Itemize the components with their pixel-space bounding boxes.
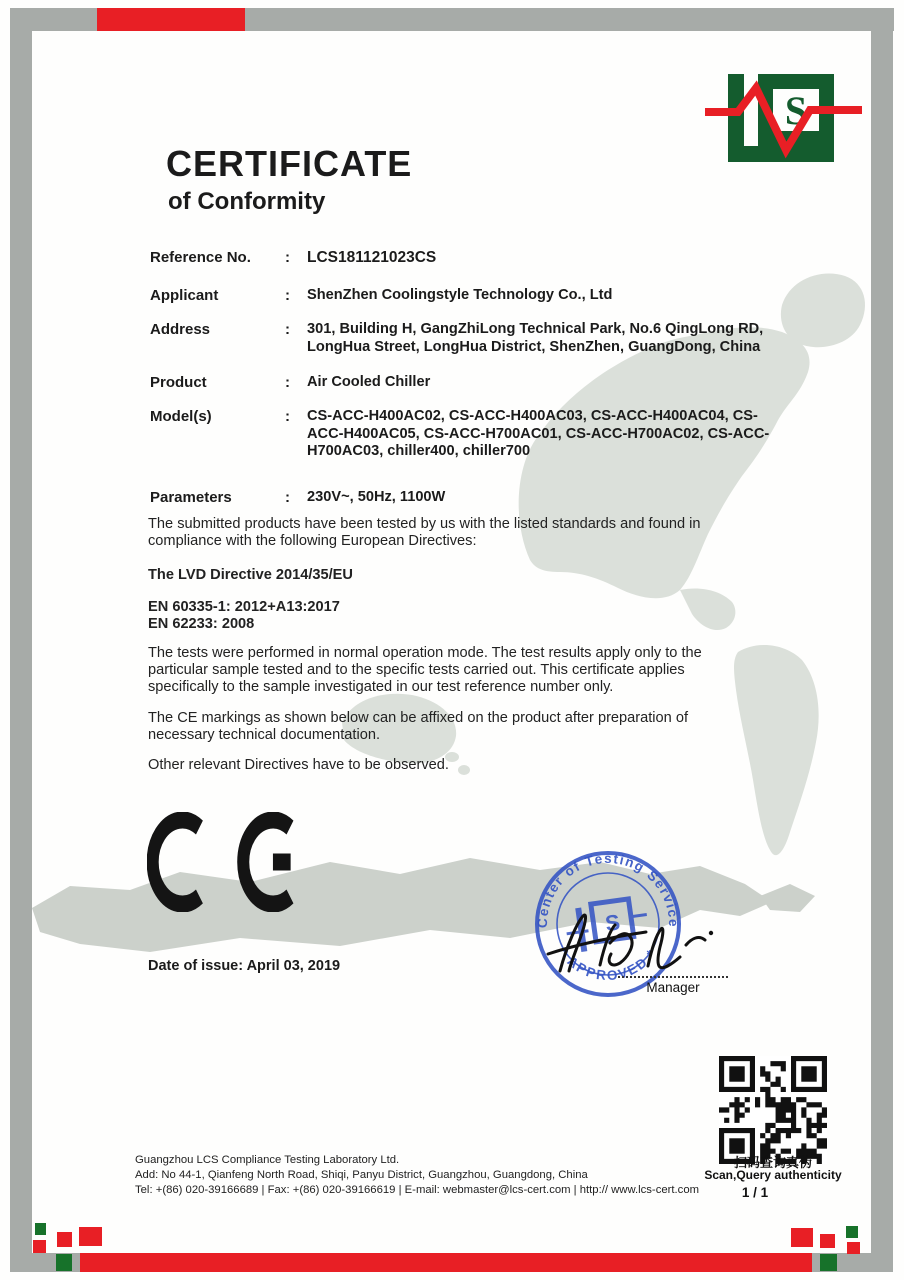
field-row-reference — [150, 249, 790, 267]
red-square — [57, 1232, 72, 1247]
green-square — [56, 1254, 72, 1271]
certificate-title: CERTIFICATE — [166, 143, 413, 184]
field-value: LCS181121023CS — [307, 249, 437, 266]
stamp-arc-bottom-text: * APPROVED * — [556, 945, 660, 984]
frame-top-red-segment — [97, 8, 245, 31]
qr-finder-top-right — [791, 1056, 827, 1092]
red-square — [791, 1228, 813, 1247]
field-colon: : — [285, 489, 290, 506]
frame-right-gray — [871, 8, 893, 1270]
red-square — [33, 1240, 46, 1253]
field-label: Address — [150, 321, 211, 338]
footer-company: Guangzhou LCS Compliance Testing Laboratory Ltd. — [135, 1154, 400, 1166]
green-square — [35, 1223, 46, 1235]
field-row-applicant — [150, 287, 790, 305]
field-colon: : — [285, 249, 290, 266]
field-row-models — [150, 408, 790, 461]
date-of-issue: Date of issue: April 03, 2019 — [148, 958, 341, 974]
field-row-address — [150, 321, 790, 356]
field-label: Applicant — [150, 287, 219, 304]
stamp-center-letter: S — [603, 909, 622, 937]
field-label: Product — [150, 374, 207, 391]
field-value: ShenZhen Coolingstyle Technology Co., Ltd — [307, 287, 613, 303]
field-colon: : — [285, 408, 290, 425]
field-label: Model(s) — [150, 408, 212, 425]
standard-line: EN 60335-1: 2012+A13:2017 — [148, 599, 340, 615]
directive-line: The LVD Directive 2014/35/EU — [148, 567, 353, 583]
tests-paragraph: The tests were performed in normal operation mode. The test results apply only to the particular sample tested and to the specific tests carried out. This certificate applies specifically to the sample investigated in our test reference number only. — [148, 645, 702, 695]
certificate-subtitle: of Conformity — [168, 188, 326, 215]
field-value: 301, Building H, GangZhiLong Technical Park, No.6 QingLong RD, LongHua Street, LongHua District, ShenZhen, GuangDong, China — [307, 321, 764, 355]
red-square — [820, 1234, 835, 1248]
red-square — [79, 1227, 102, 1246]
field-row-parameters — [150, 489, 790, 507]
manager-title: Manager — [618, 976, 728, 995]
standard-line: EN 62233: 2008 — [148, 616, 255, 632]
field-colon: : — [285, 374, 290, 391]
field-label: Reference No. — [150, 249, 251, 266]
stamp-arc-top-text: Center of Testing Service — [534, 850, 682, 929]
qr-code — [719, 1056, 827, 1164]
lcs-logo — [700, 60, 870, 180]
field-label: Parameters — [150, 489, 232, 506]
footer-contacts: Tel: +(86) 020-39166689 | Fax: +(86) 020-39166619 | E-mail: webmaster@lcs-cert.com | http:// www.lcs-cert.com — [135, 1184, 700, 1196]
field-row-product — [150, 374, 790, 392]
frame-bottom-red — [80, 1253, 812, 1272]
qr-caption-zh: 扫码查询真伪 — [733, 1155, 812, 1170]
footer-address: Add: No 44-1, Qianfeng North Road, Shiqi, Panyu District, Guangzhou, Guangdong, China — [135, 1169, 588, 1181]
field-colon: : — [285, 321, 290, 338]
other-directives-paragraph: Other relevant Directives have to be observed. — [148, 757, 449, 773]
field-value: Air Cooled Chiller — [307, 374, 431, 390]
green-square — [846, 1226, 858, 1238]
ce-mark — [147, 812, 297, 912]
field-value: CS-ACC-H400AC02, CS-ACC-H400AC03, CS-ACC-H400AC04, CS-ACC-H400AC05, CS-ACC-H700AC01, CS-ACC-H700AC02, CS-ACC-H700AC03, chiller400, chiller700 — [307, 408, 770, 459]
intro-paragraph: The submitted products have been tested by us with the listed standards and found in compliance with the following European Directives: — [148, 516, 701, 549]
frame-left-gray — [10, 8, 32, 1272]
green-square — [820, 1254, 837, 1271]
qr-caption-en: Scan,Query authenticity — [704, 1168, 842, 1182]
logo-letter: S — [784, 88, 808, 133]
field-colon: : — [285, 287, 290, 304]
page-number: 1 / 1 — [741, 1185, 769, 1200]
qr-finder-top-left — [719, 1056, 755, 1092]
ce-markings-paragraph: The CE markings as shown below can be affixed on the product after preparation of necessary technical documentation. — [148, 710, 689, 743]
manager-signature — [540, 905, 720, 985]
red-square — [847, 1242, 860, 1254]
field-value: 230V~, 50Hz, 1100W — [307, 489, 446, 505]
